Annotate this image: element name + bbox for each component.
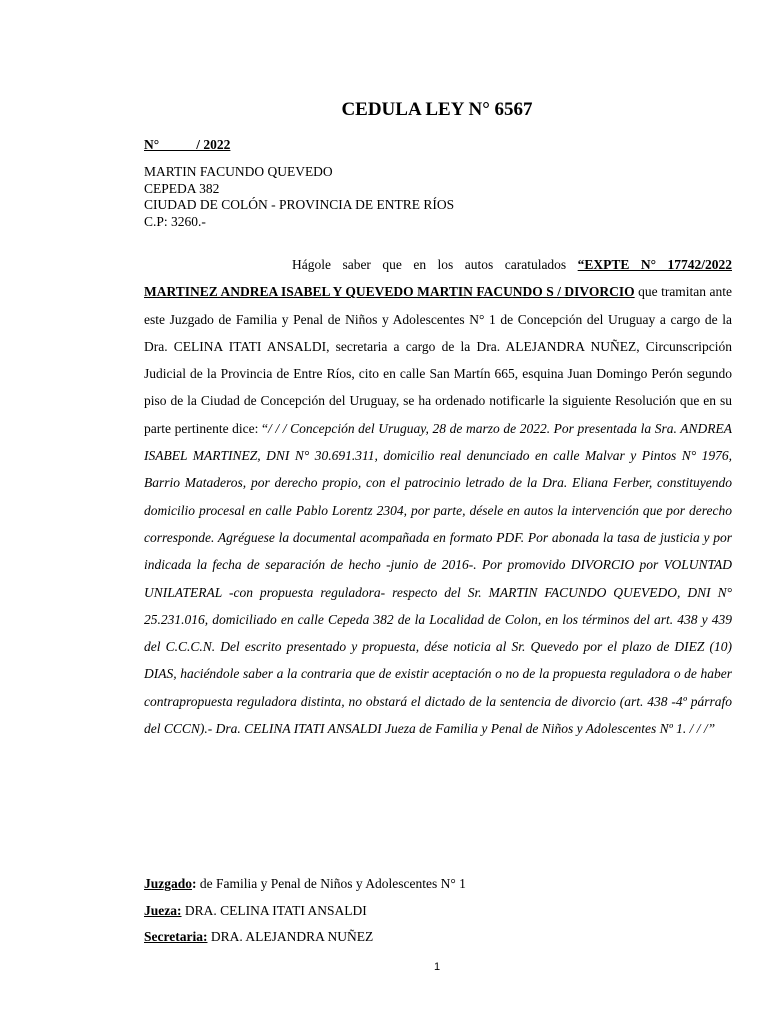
juzgado-value: de Familia y Penal de Niños y Adolescentes N° 1 (196, 876, 466, 891)
secretaria-value: DRA. ALEJANDRA NUÑEZ (207, 929, 374, 944)
jueza-label: Jueza: (144, 902, 182, 918)
jueza-line (144, 898, 466, 925)
page-number: 1 (433, 961, 441, 973)
juzgado-line: Juzgado: de Familia y Penal de Niños y Adolescentes N° 1 (144, 876, 466, 891)
recipient-street: CEPEDA 382 (144, 180, 220, 196)
juzgado-label: Juzgado (144, 876, 193, 891)
document-title: CEDULA LEY N° 6567 (341, 99, 533, 120)
cedula-number: N° / 2022 (144, 137, 231, 152)
recipient-city: CIUDAD DE COLÓN - PROVINCIA DE ENTRE RÍOS (144, 197, 455, 213)
secretaria-label: Secretaria: (144, 929, 208, 944)
resolution-text: / / / Concepción del Uruguay, 28 de marzo de 2022. Por presentada la Sra. ANDREA ISABEL MARTINEZ, DNI N° 30.691.311, domicilio real denunciado en calle Malvar y Pintos N° 1976, Barrio Mataderos, por derecho propio, con el patrocinio letrado de la Dra. Eliana Ferber, constituyendo domicilio procesal en calle Pablo Lorentz 2304, por parte, désele en autos la intervención que por derecho corresponde. Agréguese la documental acompañada en formato PDF. Por abonada la tasa de justicia y por indicada la fecha de separación de hecho -junio de 2016-. Por promovido DIVORCIO por VOLUNTAD UNILATERAL -con propuesta reguladora- respecto del Sr. MARTIN FACUNDO QUEVEDO, DNI N° 25.231.016, domiciliado en calle Cepeda 382 de la Localidad de Colon, en los términos del art. 438 y 439 del C.C.C.N. Del escrito presentado y propuesta, dése noticia al Sr. Quevedo por el plazo de DIEZ (10) DIAS, haciéndole saber a la contraria que de existir aceptación o no de la propuesta reguladora o de haber contrapropuesta reguladora distinta, no obstará el dictado de la sentencia de divorcio (art. 438 -4º párrafo del CCCN).- Dra. CELINA ITATI ANSALDI Jueza de Familia y Penal de Niños y Adolescentes Nº 1. / / /” (144, 420, 732, 737)
court-details (144, 871, 466, 951)
secretaria-line (144, 924, 466, 951)
jueza-value: DRA. CELINA ITATI ANSALDI (181, 902, 367, 918)
recipient-postal: C.P: 3260.- (144, 214, 206, 230)
notice-intro: Hágole saber que en los autos caratulados (292, 257, 578, 272)
notice-paragraph (144, 251, 732, 742)
notice-text: que tramitan ante este Juzgado de Familia y Penal de Niños y Adolescentes N° 1 de Concepción del Uruguay a cargo de la Dra. CELINA ITATI ANSALDI, secretaria a cargo de la Dra. ALEJANDRA NUÑEZ, Circunscripción Judicial de la Provincia de Entre Ríos, cito en calle San Martín 665, esquina Juan Domingo Perón segundo piso de la Ciudad de Concepción del Uruguay, se ha ordenado notificarle la siguiente Resolución que en su parte pertinente dice: “ (144, 284, 732, 436)
notice-body (144, 251, 732, 742)
recipient-name: MARTIN FACUNDO QUEVEDO (144, 164, 333, 179)
recipient-address (144, 164, 454, 231)
case-caption: “EXPTE N° 17742/2022 MARTINEZ ANDREA ISABEL Y QUEVEDO MARTIN FACUNDO S / DIVORCIO (144, 257, 732, 300)
